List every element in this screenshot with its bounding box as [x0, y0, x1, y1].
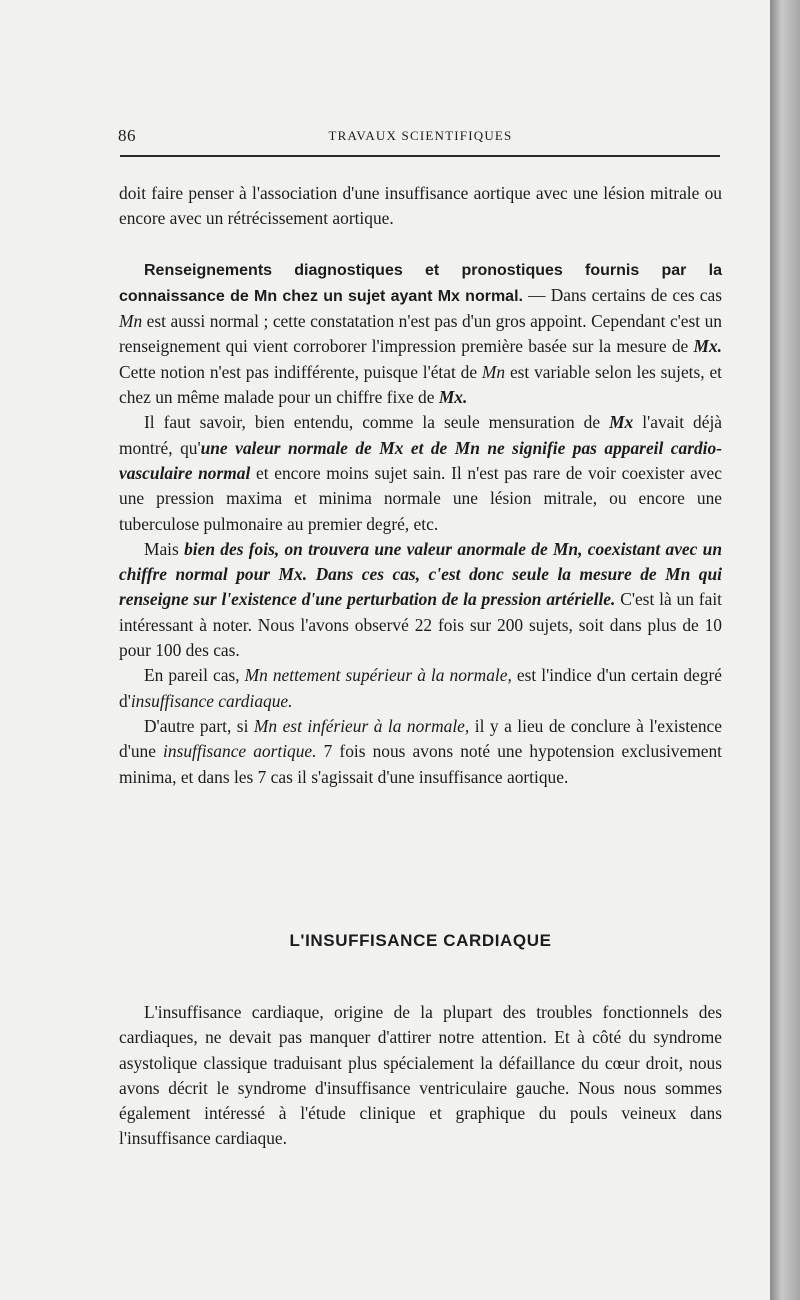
paragraph-1: doit faire penser à l'association d'une insuffisance aortique avec une lésion mitrale ou encore avec un rétrécissement aortique. [119, 183, 722, 229]
section-title: L'INSUFFISANCE CARDIAQUE [289, 931, 552, 950]
page-number: 86 [118, 126, 136, 145]
page-header [118, 126, 723, 146]
section-paragraph: L'insuffisance cardiaque, origine de la plupart des troubles fonctionnels des cardiaques, ne devait pas manquer d'attirer notre attention. Et à côté du syndrome asystolique classique traduisant plus spécialement la défaillance du cœur droit, nous avons décrit le syndrome d'insuffisance ventriculaire gauche. Nous nous sommes également intéressé à l'étude clinique et graphique du pouls veineux dans l'insuffisance cardiaque. [119, 1002, 722, 1149]
paragraph-5: En pareil cas, Mn nettement supérieur à la normale, est l'indice d'un certain degré d'insuffisance cardiaque. [119, 665, 722, 711]
paragraph-2: Renseignements diagnostiques et pronostiques fournis par la connaissance de Mn chez un sujet ayant Mx normal. — Dans certains de ces cas Mn est aussi normal ; cette constatation n'est pas d'un gros appoint. Cependant c'est un renseignement qui vient corroborer l'impression première basée sur la mesure de Mx. Cette notion n'est pas indifférente, puisque l'état de Mn est variable selon les sujets, et chez un même malade pour un chiffre fixe de Mx. [119, 261, 723, 408]
running-head: TRAVAUX SCIENTIFIQUES [328, 128, 513, 143]
section-text [119, 1000, 722, 1152]
page-edge [770, 0, 800, 1300]
paragraph-4: Mais bien des fois, on trouvera une valeur anormale de Mn, coexistant avec un chiffre normal pour Mx. Dans ces cas, c'est donc seule la mesure de Mn qui renseigne sur l'existence d'une perturbation de la pression artérielle. C'est là un fait intéressant à noter. Nous l'avons observé 22 fois sur 200 sujets, soit dans plus de 10 pour 100 des cas. [119, 538, 722, 661]
paragraph-6: D'autre part, si Mn est inférieur à la normale, il y a lieu de conclure à l'existence d'une insuffisance aortique. 7 fois nous avons noté une hypotension exclusivement minima, et dans les 7 cas il s'agissait d'une insuffisance aortique. [119, 715, 722, 787]
paragraph-2-heading: Renseignements diagnostiques et pronostiques fournis par la connaissance de Mn chez un sujet ayant Mx normal. [119, 261, 722, 305]
header-rule [120, 155, 720, 157]
paragraph-3: Il faut savoir, bien entendu, comme la seule mensuration de Mx l'avait déjà montré, qu'une valeur normale de Mx et de Mn ne signifie pas appareil cardio-vasculaire normal et encore moins sujet sain. Il n'est pas rare de voir coexister avec une pression maxima et minima normale une lésion mitrale, ou encore une tuberculose pulmonaire au premier degré, etc. [119, 412, 723, 534]
body-text [119, 181, 722, 790]
